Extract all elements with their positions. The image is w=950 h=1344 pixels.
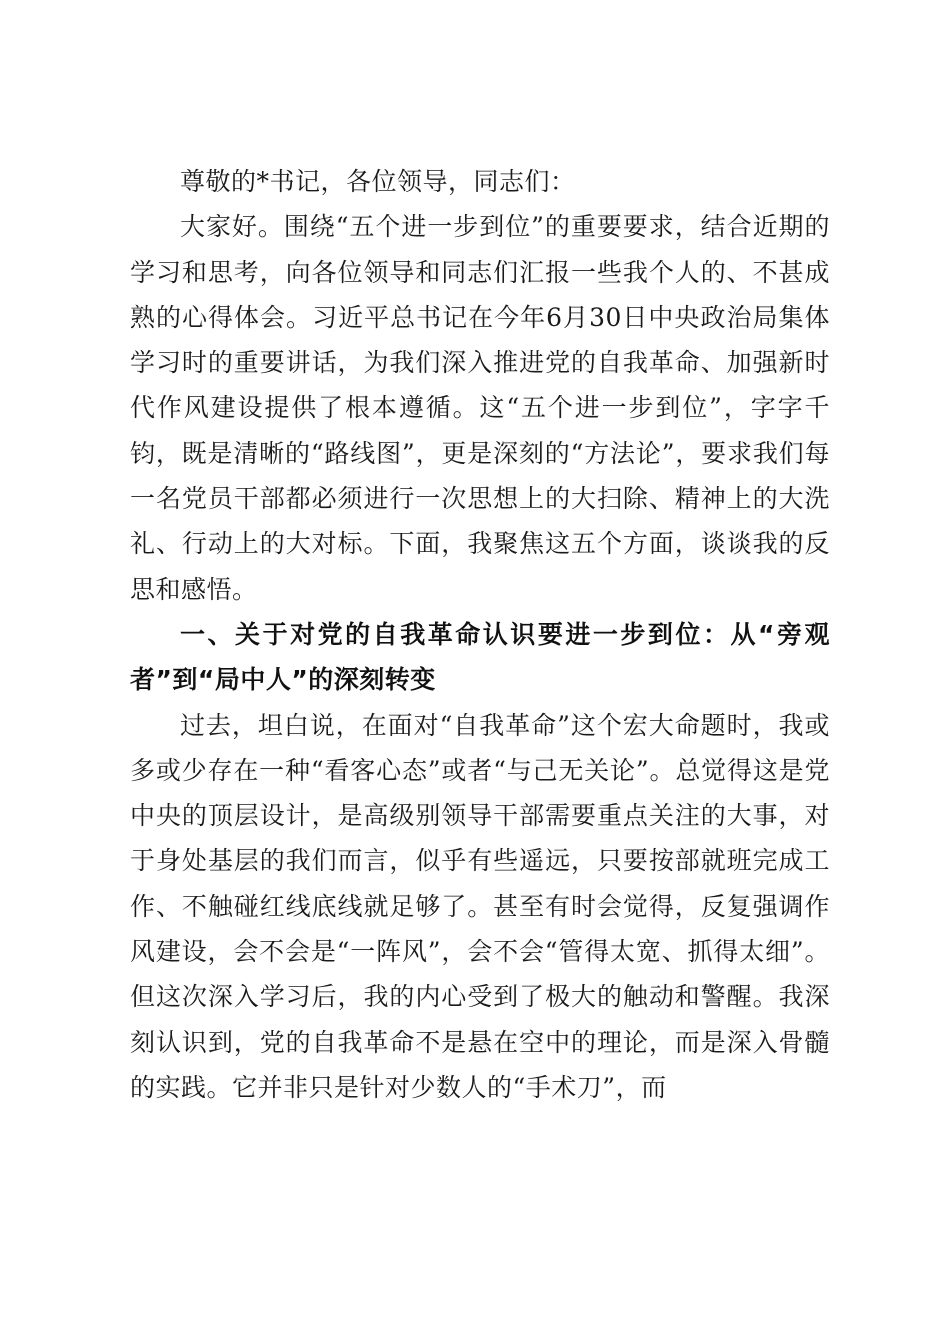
section-1-heading: 一、关于对党的自我革命认识要进一步到位：从“旁观者”到“局中人”的深刻转变 bbox=[130, 619, 830, 695]
salutation-paragraph: 尊敬的*书记，各位领导，同志们： bbox=[180, 167, 576, 196]
document-body bbox=[130, 159, 830, 1110]
intro-paragraph: 大家好。围绕“五个进一步到位”的重要要求，结合近期的学习和思考，向各位领导和同志们汇报一些我个人的、不甚成熟的心得体会。习近平总书记在今年6月30日中央政治局集体学习时的重要讲话，为我们深入推进党的自我革命、加强新时代作风建设提供了根本遵循。这“五个进一步到位”，字字千钧，既是清晰的“路线图”，更是深刻的“方法论”，要求我们每一名党员干部都必须进行一次思想上的大扫除、精神上的大洗礼、行动上的大对标。下面，我聚焦这五个方面，谈谈我的反思和感悟。 bbox=[130, 212, 830, 604]
section-1-paragraph: 过去，坦白说，在面对“自我革命”这个宏大命题时，我或多或少存在一种“看客心态”或者“与己无关论”。总觉得这是党中央的顶层设计，是高级别领导干部需要重点关注的大事，对于身处基层的我们而言，似乎有些遥远，只要按部就班完成工作、不触碰红线底线就足够了。甚至有时会觉得，反复强调作风建设，会不会是“一阵风”，会不会“管得太宽、抓得太细”。但这次深入学习后，我的内心受到了极大的触动和警醒。我深刻认识到，党的自我革命不是悬在空中的理论，而是深入骨髓的实践。它并非只是针对少数人的“手术刀”，而 bbox=[130, 710, 830, 1102]
